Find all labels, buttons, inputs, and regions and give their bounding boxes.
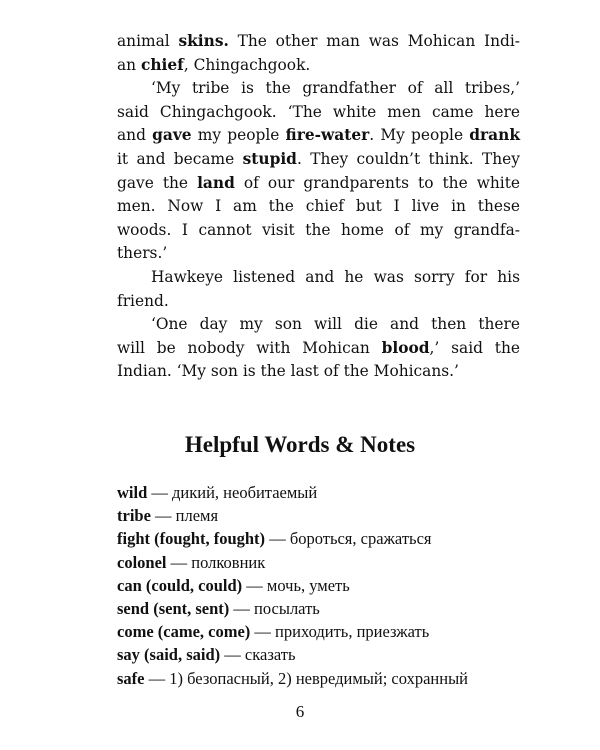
vocab-term: safe xyxy=(117,668,145,688)
vocab-term: come (came, come) xyxy=(117,622,251,642)
text-fragment: Indian. ‘My son is the last of the Mohicans.’ xyxy=(117,362,459,381)
bold-word: blood xyxy=(381,338,430,357)
vocab-term: colonel xyxy=(117,552,167,572)
text-fragment: of our grandparents to the white xyxy=(234,173,520,192)
text-line xyxy=(117,290,520,314)
bold-word: fire-water xyxy=(285,126,370,145)
text-line xyxy=(117,54,520,78)
paragraph xyxy=(117,266,520,313)
bold-word: gave xyxy=(152,126,192,145)
text-fragment: ‘My tribe is the grandfather of all tribes,’ xyxy=(151,79,520,98)
vocab-term: send (sent, sent) xyxy=(117,599,230,619)
text-line xyxy=(117,219,520,243)
vocab-definition: — полковник xyxy=(166,552,266,572)
text-fragment: friend. xyxy=(117,291,169,310)
paragraph xyxy=(117,30,520,77)
text-line xyxy=(117,77,520,101)
text-line xyxy=(117,148,520,172)
vocab-definition: — 1) безопасный, 2) невредимый; сохранный xyxy=(144,668,468,688)
vocab-entry xyxy=(117,574,537,597)
text-fragment: ,’ said the xyxy=(429,338,520,357)
vocab-term: say (said, said) xyxy=(117,645,221,665)
vocab-entry xyxy=(117,551,537,574)
vocab-term: can (could, could) xyxy=(117,575,243,595)
vocab-definition: — бороться, сражаться xyxy=(265,529,432,549)
vocab-entry xyxy=(117,504,537,527)
bold-word: stupid xyxy=(242,149,297,168)
text-fragment: gave the xyxy=(117,173,198,192)
story-text xyxy=(117,30,520,384)
text-fragment: and xyxy=(117,126,153,145)
text-line xyxy=(117,313,520,337)
text-line xyxy=(117,360,520,384)
bold-word: skins. xyxy=(178,32,229,50)
text-fragment: animal xyxy=(117,32,179,50)
vocab-definition: — мочь, уметь xyxy=(242,575,350,595)
vocab-entry xyxy=(117,597,537,620)
vocab-entry xyxy=(117,667,537,690)
text-fragment: . My people xyxy=(369,126,470,145)
text-fragment: Hawkeye listened and he was sorry for his xyxy=(151,267,520,286)
vocab-entry xyxy=(117,527,537,550)
vocabulary-list xyxy=(117,481,537,690)
page-number: 6 xyxy=(295,702,305,721)
text-line xyxy=(117,124,520,148)
vocab-term: fight (fought, fought) xyxy=(117,529,266,549)
text-fragment: The other man was Mohican Indi- xyxy=(228,32,520,50)
text-line xyxy=(117,101,520,125)
text-fragment: , Chingachgook. xyxy=(183,55,311,74)
bold-word: land xyxy=(197,173,235,192)
text-fragment: my people xyxy=(191,126,286,145)
vocab-term: tribe xyxy=(117,506,151,526)
vocab-definition: — посылать xyxy=(229,599,320,619)
text-line xyxy=(117,195,520,219)
text-line xyxy=(117,242,520,266)
text-line xyxy=(117,266,520,290)
vocab-term: wild xyxy=(117,483,148,502)
text-line xyxy=(117,172,520,196)
text-line xyxy=(117,30,520,54)
text-fragment: it and became xyxy=(117,149,243,168)
vocab-entry xyxy=(117,481,537,504)
vocab-definition: — племя xyxy=(150,506,219,526)
bold-word: chief xyxy=(140,55,184,74)
text-fragment: thers.’ xyxy=(117,244,168,263)
text-line xyxy=(117,337,520,361)
vocab-entry xyxy=(117,643,537,666)
vocab-definition: — сказать xyxy=(220,645,296,665)
vocab-entry xyxy=(117,620,537,643)
text-fragment: said Chingachgook. ‘The white men came here xyxy=(117,102,520,121)
text-fragment: an xyxy=(117,55,141,74)
paragraph xyxy=(117,77,520,266)
vocab-definition: — приходить, приезжать xyxy=(250,622,430,642)
bold-word: drank xyxy=(469,126,520,145)
paragraph xyxy=(117,313,520,384)
text-fragment: men. Now I am the chief but I live in these xyxy=(117,197,520,216)
text-fragment: woods. I cannot visit the home of my grandfa- xyxy=(117,220,520,239)
section-heading: Helpful Words & Notes xyxy=(184,432,416,457)
text-fragment: will be nobody with Mohican xyxy=(117,338,382,357)
text-fragment: . They couldn’t think. They xyxy=(296,149,520,168)
text-fragment: ‘One day my son will die and then there xyxy=(151,315,520,334)
vocab-definition: — дикий, необитаемый xyxy=(147,483,318,502)
